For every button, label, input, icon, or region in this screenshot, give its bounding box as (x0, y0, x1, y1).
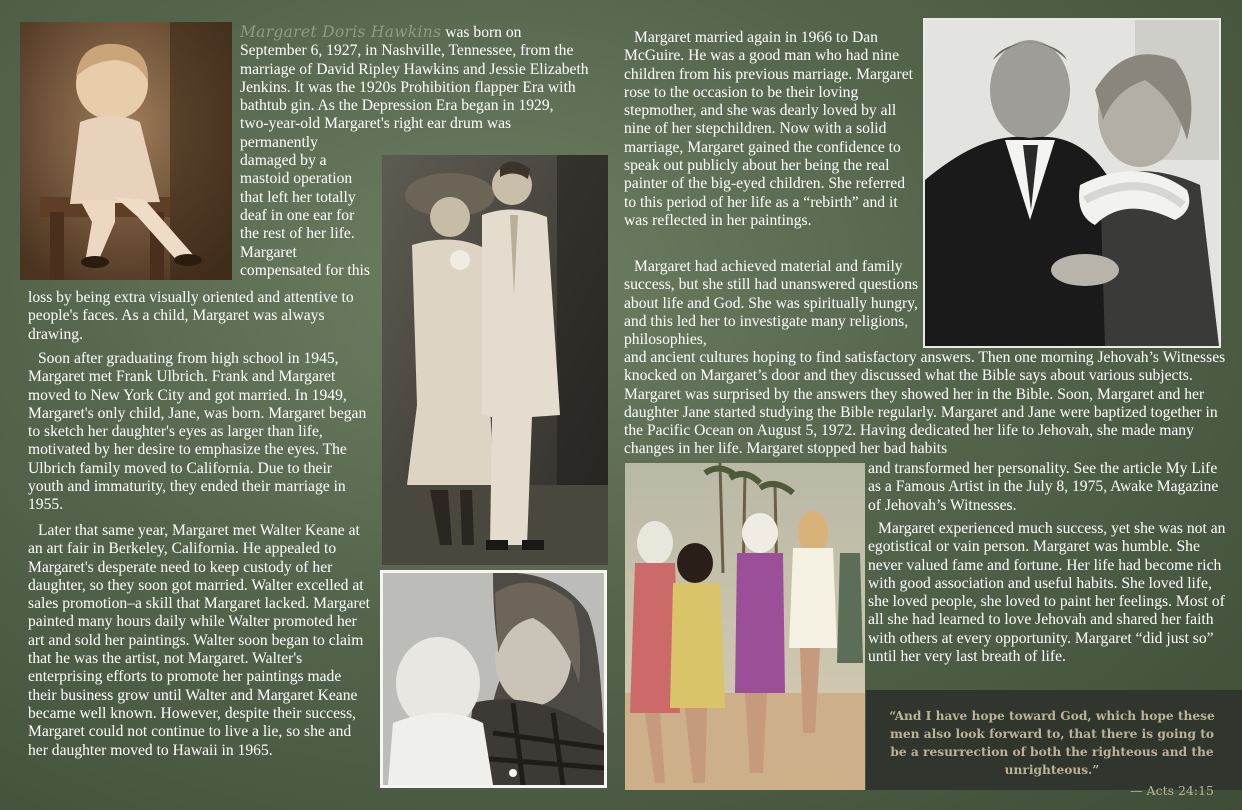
name-script-heading: Margaret Doris Hawkins (240, 23, 442, 41)
intro-paragraph (240, 23, 610, 280)
paragraph-search-narrow: Margaret had achieved material and family success, but she still had unanswered questions about life and God. She was spiritually hungry, and this led her to investigate many religions, philosophies, (624, 258, 919, 349)
paragraph-search-end: and transformed her personality. See the article My Life as a Famous Artist in the July 8, 1975, Awake Magazine of Jehovah’s Witnesses. (868, 460, 1219, 514)
intro-line: Jenkins. It was the 1920s Prohibition flapper Era with (240, 78, 576, 96)
scripture-reference: — Acts 24:15 (1130, 783, 1214, 798)
scripture-quote-box (866, 690, 1242, 798)
intro-paragraph-continued: loss by being extra visually oriented and attentive to people's faces. As a child, Margaret was always drawing. (28, 289, 354, 343)
intro-first-words: was born on (445, 24, 522, 41)
intro-line: mastoid operation (240, 170, 353, 188)
intro-line: damaged by a (240, 152, 327, 170)
intro-line: permanently (240, 133, 318, 151)
intro-line: bathtub gin. As the Depression Era began in 1929, (240, 97, 554, 115)
intro-line: marriage of David Ripley Hawkins and Jessie Elizabeth (240, 60, 589, 78)
beach-baptism-photo (625, 463, 865, 790)
intro-line: two-year-old Margaret's right ear drum was (240, 115, 512, 133)
intro-line: September 6, 1927, in Nashville, Tennessee, from the (240, 42, 574, 60)
intro-line: the rest of her life. (240, 225, 355, 243)
paragraph-legacy: Margaret experienced much success, yet she was not an egotistical or vain person. Margaret was humble. She never valued fame and fortune. Her life had become rich with good association and useful habits. She loved life, she loved people, she loved to paint her feelings. Most of all she had learned to love Jehovah and shared her faith with others at every opportunity. Margaret “did just so” until her very last breath of life. (868, 520, 1226, 666)
paragraph-ulbrich: Soon after graduating from high school in 1945, Margaret met Frank Ulbrich. Frank and Margaret moved to New York City and got married. In 1949, Margaret's only child, Jane, was born. Margaret began to sketch her daughter's eyes as larger than life, motivated by her desire to emphasize the eyes. The Ulbrich family moved to California. Due to their youth and immaturity, they ended their marriage in 1955. (28, 350, 367, 514)
paragraph-search-wide: and ancient cultures hoping to find satisfactory answers. Then one morning Jehovah’s Witnesses knocked on Margaret’s door and they discussed what the Bible says about various subjects. Margaret was surprised by the answers they showed her in the Bible. Soon, Margaret and her daughter Jane started studying the Bible regularly. Margaret and Jane were baptized together in the Pacific Ocean on August 5, 1972. Having dedicated her life to Jehovah, she made many changes in her life. Margaret stopped her bad habits (624, 349, 1226, 458)
paragraph-keane: Later that same year, Margaret met Walter Keane at an art fair in Berkeley, California. He appealed to Margaret's desperate need to keep custody of her daughter, so they soon got married. Walter excelled at sales promotion–a skill that Margaret lacked. Margaret painted many hours daily while Walter promoted her art and sold her paintings. Walter soon began to claim that he was the artist, not Margaret. Walter's enterprising efforts to promote her paintings made their business grow until Walter and Margaret Keane became well known. However, despite their success, Margaret could not continue to live a lie, so she and her daughter moved to Hawaii in 1965. (28, 522, 370, 759)
intro-line: compensated for this (240, 261, 370, 279)
mother-and-baby-photo (380, 570, 607, 788)
intro-line: Margaret (240, 243, 297, 261)
scripture-quote-text: “And I have hope toward God, which hope these men also look forward to, that there is going to be a resurrection of both the righteous and the unrighteous.” (889, 709, 1215, 777)
intro-line: that left her totally (240, 188, 356, 206)
baby-photo (20, 22, 232, 280)
intro-first-line (240, 23, 610, 42)
couple-photo (923, 18, 1221, 348)
paragraph-mcguire: Margaret married again in 1966 to Dan McGuire. He was a good man who had nine children from his previous marriage. Margaret rose to the occasion to be their loving stepmother, and she was dearly loved by all nine of her stepchildren. Now with a solid marriage, Margaret gained the confidence to speak out publicly about her being the real painter of the big-eyed children. She referred to this period of her life as a “rebirth” and it was reflected in her paintings. (624, 29, 913, 229)
intro-line: deaf in one ear for (240, 206, 355, 224)
